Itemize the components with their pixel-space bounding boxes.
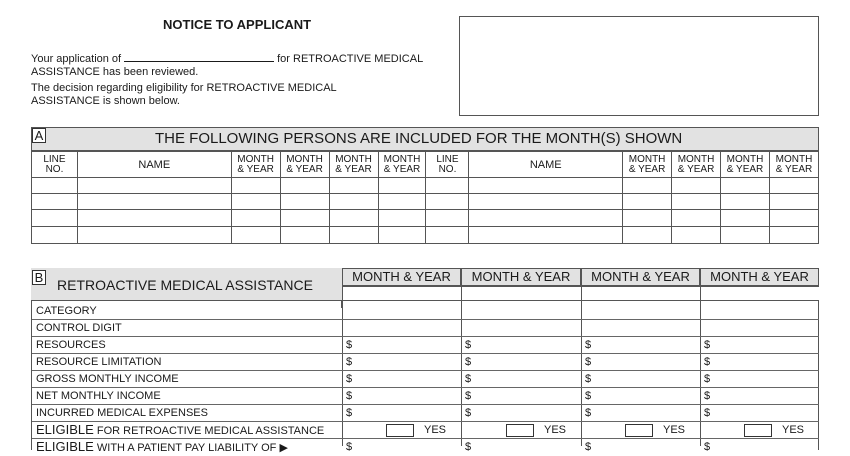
month-year-col-4: MONTH & YEAR [700,268,819,286]
table-cell[interactable] [770,178,819,194]
patient-pay-field[interactable]: $ [346,441,353,453]
eligible-checkbox[interactable] [744,424,772,437]
eligible-yes: YES [700,422,819,439]
table-cell[interactable] [378,178,426,194]
month-year-header: MONTH & YEAR [280,152,329,178]
table-cell[interactable] [231,227,280,244]
dollar-col-1 [342,337,461,456]
resource-limitation-field[interactable]: $ [585,356,592,368]
resources-field[interactable]: $ [465,339,472,351]
table-cell[interactable] [623,178,672,194]
table-cell[interactable] [32,194,78,210]
table-cell[interactable] [469,227,623,244]
table-cell[interactable] [672,178,721,194]
table-cell[interactable] [426,178,469,194]
net-income-field[interactable]: $ [465,390,472,402]
table-cell[interactable] [623,210,672,227]
table-cell[interactable] [378,227,426,244]
month-year-header: MONTH & YEAR [231,152,280,178]
retroactive-label: for RETROACTIVE MEDICAL [277,53,424,65]
dollar-col-3 [581,337,700,456]
table-cell[interactable] [672,227,721,244]
reviewed-label: ASSISTANCE has been reviewed. [31,66,199,78]
table-cell[interactable] [721,227,770,244]
row-resources: RESOURCES [32,337,342,354]
net-income-field[interactable]: $ [704,390,711,402]
table-cell[interactable] [231,194,280,210]
table-cell[interactable] [77,227,231,244]
resources-field[interactable]: $ [585,339,592,351]
table-cell[interactable] [280,194,329,210]
section-b-letter: B [32,270,46,285]
notice-paragraph-1 [31,50,451,79]
month-year-header: MONTH & YEAR [623,152,672,178]
table-cell[interactable] [378,210,426,227]
table-cell[interactable] [721,178,770,194]
table-cell[interactable] [672,210,721,227]
table-cell[interactable] [32,227,78,244]
net-income-field[interactable]: $ [585,390,592,402]
application-date-field[interactable] [124,50,274,62]
table-cell[interactable] [469,210,623,227]
month-year-header: MONTH & YEAR [721,152,770,178]
section-a-letter: A [32,128,46,143]
row-category: CATEGORY [32,303,342,320]
section-b-rows [32,303,342,456]
table-row [32,194,819,210]
month-year-header: MONTH & YEAR [378,152,426,178]
resources-field[interactable]: $ [346,339,353,351]
row-net-monthly-income: NET MONTHLY INCOME [32,388,342,405]
shown-below-label: ASSISTANCE is shown below. [31,95,180,107]
dollar-col-2 [461,337,581,456]
table-cell[interactable] [672,194,721,210]
row-control-digit: CONTROL DIGIT [32,320,342,337]
medical-expenses-field[interactable]: $ [346,407,353,419]
resource-limitation-field[interactable]: $ [346,356,353,368]
eligible-checkbox[interactable] [625,424,653,437]
name-header: NAME [77,152,231,178]
eligible-yes: YES [342,422,461,439]
resources-field[interactable]: $ [704,339,711,351]
resource-limitation-field[interactable]: $ [704,356,711,368]
application-of-label: Your application of [31,53,122,65]
patient-pay-field[interactable]: $ [465,441,472,453]
eligible-checkbox[interactable] [506,424,534,437]
line-no-header: LINE NO. [426,152,469,178]
table-cell[interactable] [378,194,426,210]
table-cell[interactable] [426,194,469,210]
table-cell[interactable] [32,210,78,227]
table-cell[interactable] [280,227,329,244]
eligible-yes: YES [461,422,581,439]
table-cell[interactable] [623,194,672,210]
table-row [32,178,819,194]
patient-pay-field[interactable]: $ [585,441,592,453]
table-row [32,210,819,227]
table-cell[interactable] [280,210,329,227]
medical-expenses-field[interactable]: $ [585,407,592,419]
table-cell[interactable] [32,178,78,194]
table-cell[interactable] [231,210,280,227]
section-a-table [31,151,819,244]
table-cell[interactable] [721,210,770,227]
table-cell[interactable] [469,194,623,210]
table-cell[interactable] [623,227,672,244]
table-cell[interactable] [231,178,280,194]
month-year-header: MONTH & YEAR [672,152,721,178]
month-year-col-1: MONTH & YEAR [342,268,461,286]
row-gross-monthly-income: GROSS MONTHLY INCOME [32,371,342,388]
table-cell[interactable] [329,194,378,210]
eligible-checkbox[interactable] [386,424,414,437]
resource-limitation-field[interactable]: $ [465,356,472,368]
line-no-header: LINE NO. [32,152,78,178]
month-year-col-2: MONTH & YEAR [461,268,581,286]
gross-income-field[interactable]: $ [465,373,472,385]
table-cell[interactable] [77,178,231,194]
patient-pay-field[interactable]: $ [704,441,711,453]
gross-income-field[interactable]: $ [346,373,353,385]
table-cell[interactable] [329,178,378,194]
row-resource-limitation: RESOURCE LIMITATION [32,354,342,371]
address-box[interactable] [459,16,819,116]
month-year-header: MONTH & YEAR [770,152,819,178]
decision-label: The decision regarding eligibility for RETROACTIVE MEDICAL [31,82,337,94]
medical-expenses-field[interactable]: $ [704,407,711,419]
month-year-header: MONTH & YEAR [329,152,378,178]
gross-income-field[interactable]: $ [704,373,711,385]
table-row [32,227,819,244]
row-eligible-patient-pay: ELIGIBLE WITH A PATIENT PAY LIABILITY OF ▶ [36,439,288,454]
table-cell[interactable] [426,210,469,227]
medical-expenses-field[interactable]: $ [465,407,472,419]
eligible-yes: YES [581,422,700,439]
name-header: NAME [469,152,623,178]
table-cell[interactable] [721,194,770,210]
table-cell[interactable] [280,178,329,194]
table-cell[interactable] [426,227,469,244]
table-cell[interactable] [770,194,819,210]
table-cell[interactable] [77,210,231,227]
net-income-field[interactable]: $ [346,390,353,402]
month-year-col-3: MONTH & YEAR [581,268,700,286]
section-a-title: THE FOLLOWING PERSONS ARE INCLUDED FOR THE MONTH(S) SHOWN [155,130,683,147]
gross-income-field[interactable]: $ [585,373,592,385]
table-cell[interactable] [77,194,231,210]
dollar-col-4 [700,337,819,456]
row-divider [342,286,819,287]
row-eligible: ELIGIBLE FOR RETROACTIVE MEDICAL ASSISTANCE [32,422,342,439]
section-b-title: RETROACTIVE MEDICAL ASSISTANCE [57,277,313,293]
table-cell[interactable] [469,178,623,194]
row-incurred-medical-expenses: INCURRED MEDICAL EXPENSES [32,405,342,422]
table-cell[interactable] [770,227,819,244]
notice-title: NOTICE TO APPLICANT [163,17,312,32]
table-cell[interactable] [770,210,819,227]
table-cell[interactable] [329,210,378,227]
table-cell[interactable] [329,227,378,244]
notice-paragraph-2 [31,82,451,108]
